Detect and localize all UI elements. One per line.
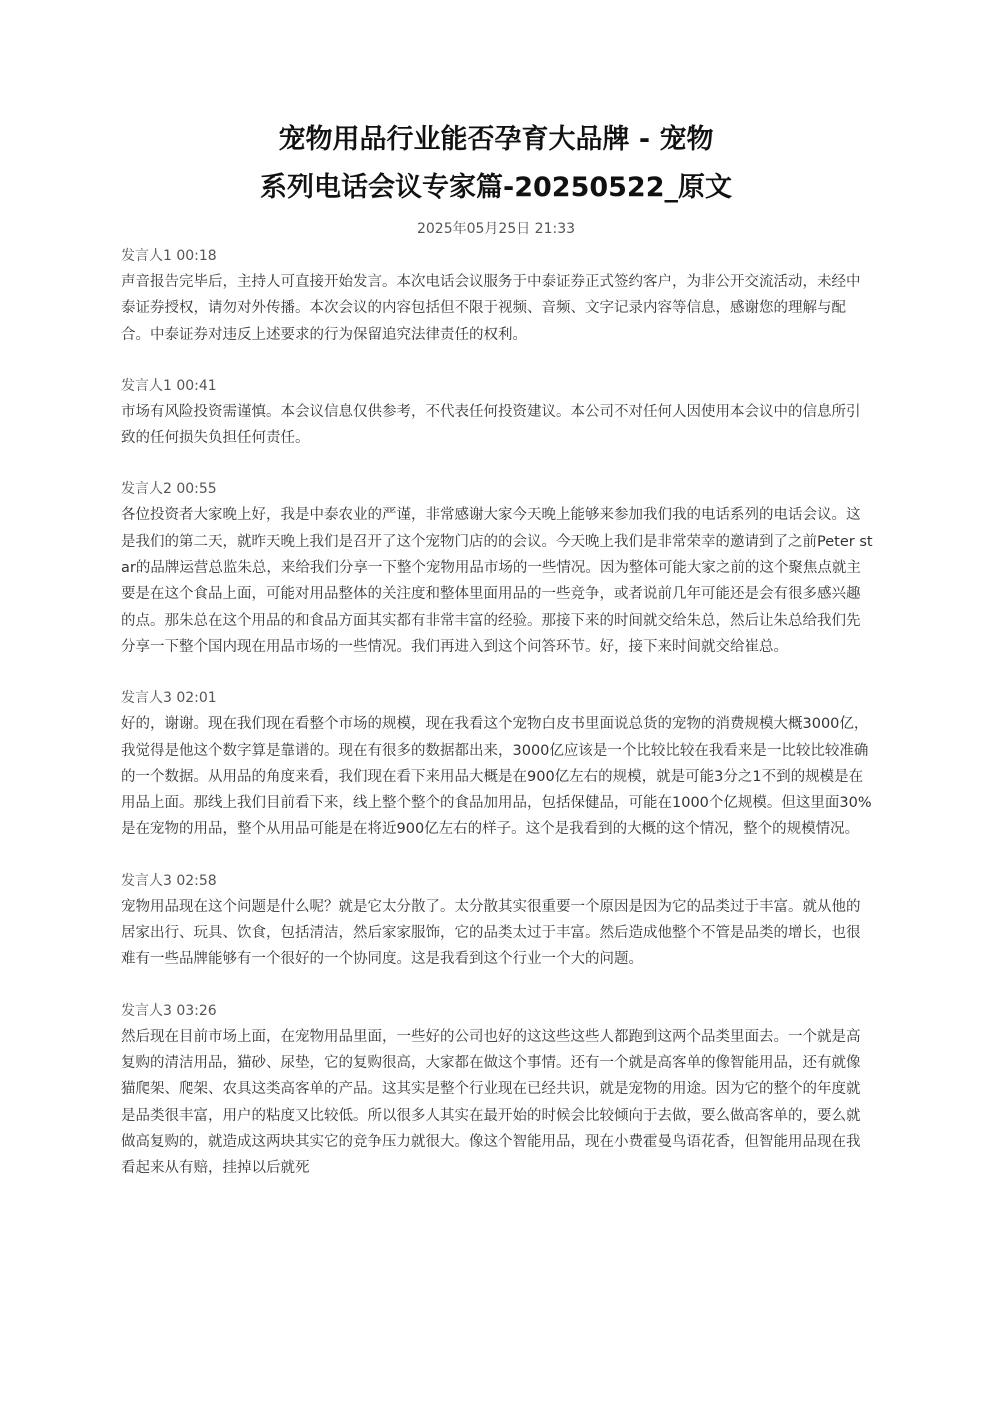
title-line-2: 系列电话会议专家篇-20250522_原文 (260, 172, 732, 203)
speaker-timestamp: 发言人3 02:01 (121, 690, 217, 707)
transcript-entry (121, 373, 873, 452)
speech-text: 各位投资者大家晚上好，我是中泰农业的严谨，非常感谢大家今天晚上能够来参加我们我的电话系列的电话会议。这是我们的第二天，就昨天晚上我们是召开了这个宠物门店的的会议。今天晚上我们是非常荣幸的邀请到了之前Peter star的品牌运营总监朱总，来给我们分享一下整个宠物用品市场的一些情况。因为整体可能大家之前的这个聚焦点就主要是在这个食品上面，可能对用品整体的关注度和整体里面用品的一些竞争，或者说前几年可能还是会有很多感兴趣的点。那朱总在这个用品的和食品方面其实都有非常丰富的经验。那接下来的时间就交给朱总，然后让朱总给我们先分享一下整个国内现在用品市场的一些情况。我们再进入到这个问答环节。好，接下来时间就交给崔总。 (121, 507, 873, 655)
speaker-timestamp: 发言人3 03:26 (121, 1002, 217, 1019)
speech-text: 市场有风险投资需谨慎。本会议信息仅供参考，不代表任何投资建议。本公司不对任何人因使用本会议中的信息所引致的任何损失负担任何责任。 (121, 403, 861, 447)
document-title (120, 116, 872, 212)
speaker-timestamp: 发言人3 02:58 (121, 872, 217, 889)
transcript-entry (121, 243, 873, 348)
speech-text: 宠物用品现在这个问题是什么呢？就是它太分散了。太分散其实很重要一个原因是因为它的品类过于丰富。就从他的居家出行、玩具、饮食，包括清洁，然后家家服饰，它的品类太过于丰富。然后造成他整个不管是品类的增长，也很难有一些品牌能够有一个很好的一个协同度。这是我看到这个行业一个大的问题。 (121, 898, 861, 968)
speaker-timestamp: 发言人1 00:18 (121, 248, 217, 264)
speech-text: 声音报告完毕后，主持人可直接开始发言。本次电话会议服务于中泰证券正式签约客户，为非公开交流活动，未经中泰证券授权，请勿对外传播。本次会议的内容包括但不限于视频、音频、文字记录内容等信息，感谢您的理解与配合。中泰证券对违反上述要求的行为保留追究法律责任的权利。 (121, 274, 861, 343)
document-date: 2025年05月25日 21:33 (416, 221, 576, 237)
title-line-1: 宠物用品行业能否孕育大品牌 - 宠物 (278, 124, 714, 155)
transcript (121, 243, 873, 1206)
speaker-timestamp: 发言人1 00:41 (121, 377, 217, 394)
speech-text: 然后现在目前市场上面，在宠物用品里面，一些好的公司也好的这这些这些人都跑到这两个品类里面去。一个就是高复购的清洁用品，猫砂、尿垫，它的复购很高，大家都在做这个事情。还有一个就是高客单的像智能用品，还有就像猫爬架、爬架、农具这类高客单的产品。这其实是整个行业现在已经共识，就是宠物的用途。因为它的整个的年度就是品类很丰富，用户的粘度又比较低。所以很多人其实在最开始的时候会比较倾向于去做，要么做高客单的，要么就做高复购的，就造成这两块其实它的竞争压力就很大。像这个智能用品，现在小费霍曼鸟语花香，但智能用品现在我看起来从有赔，挂掉以后就死 (121, 1028, 861, 1177)
transcript-entry (121, 476, 873, 660)
transcript-entry (121, 685, 873, 842)
transcript-entry (121, 998, 873, 1182)
speaker-timestamp: 发言人2 00:55 (121, 481, 217, 498)
transcript-entry (121, 868, 873, 973)
speech-text: 好的，谢谢。现在我们现在看整个市场的规模，现在我看这个宠物白皮书里面说总货的宠物的消费规模大概3000亿，我觉得是他这个数字算是靠谱的。现在有很多的数据都出来，3000亿应该是一个比较比较在我看来是一比较比较准确的一个数据。从用品的角度来看，我们现在看下来用品大概是在900亿左右的规模，就是可能3分之1不到的规模是在用品上面。那线上我们目前看下来，线上整个整个的食品加用品，包括保健品，可能在1000个亿规模。但这里面30%是在宠物的用品，整个从用品可能是在将近900亿左右的样子。这个是我看到的大概的这个情况，整个的规模情况。 (121, 716, 872, 838)
